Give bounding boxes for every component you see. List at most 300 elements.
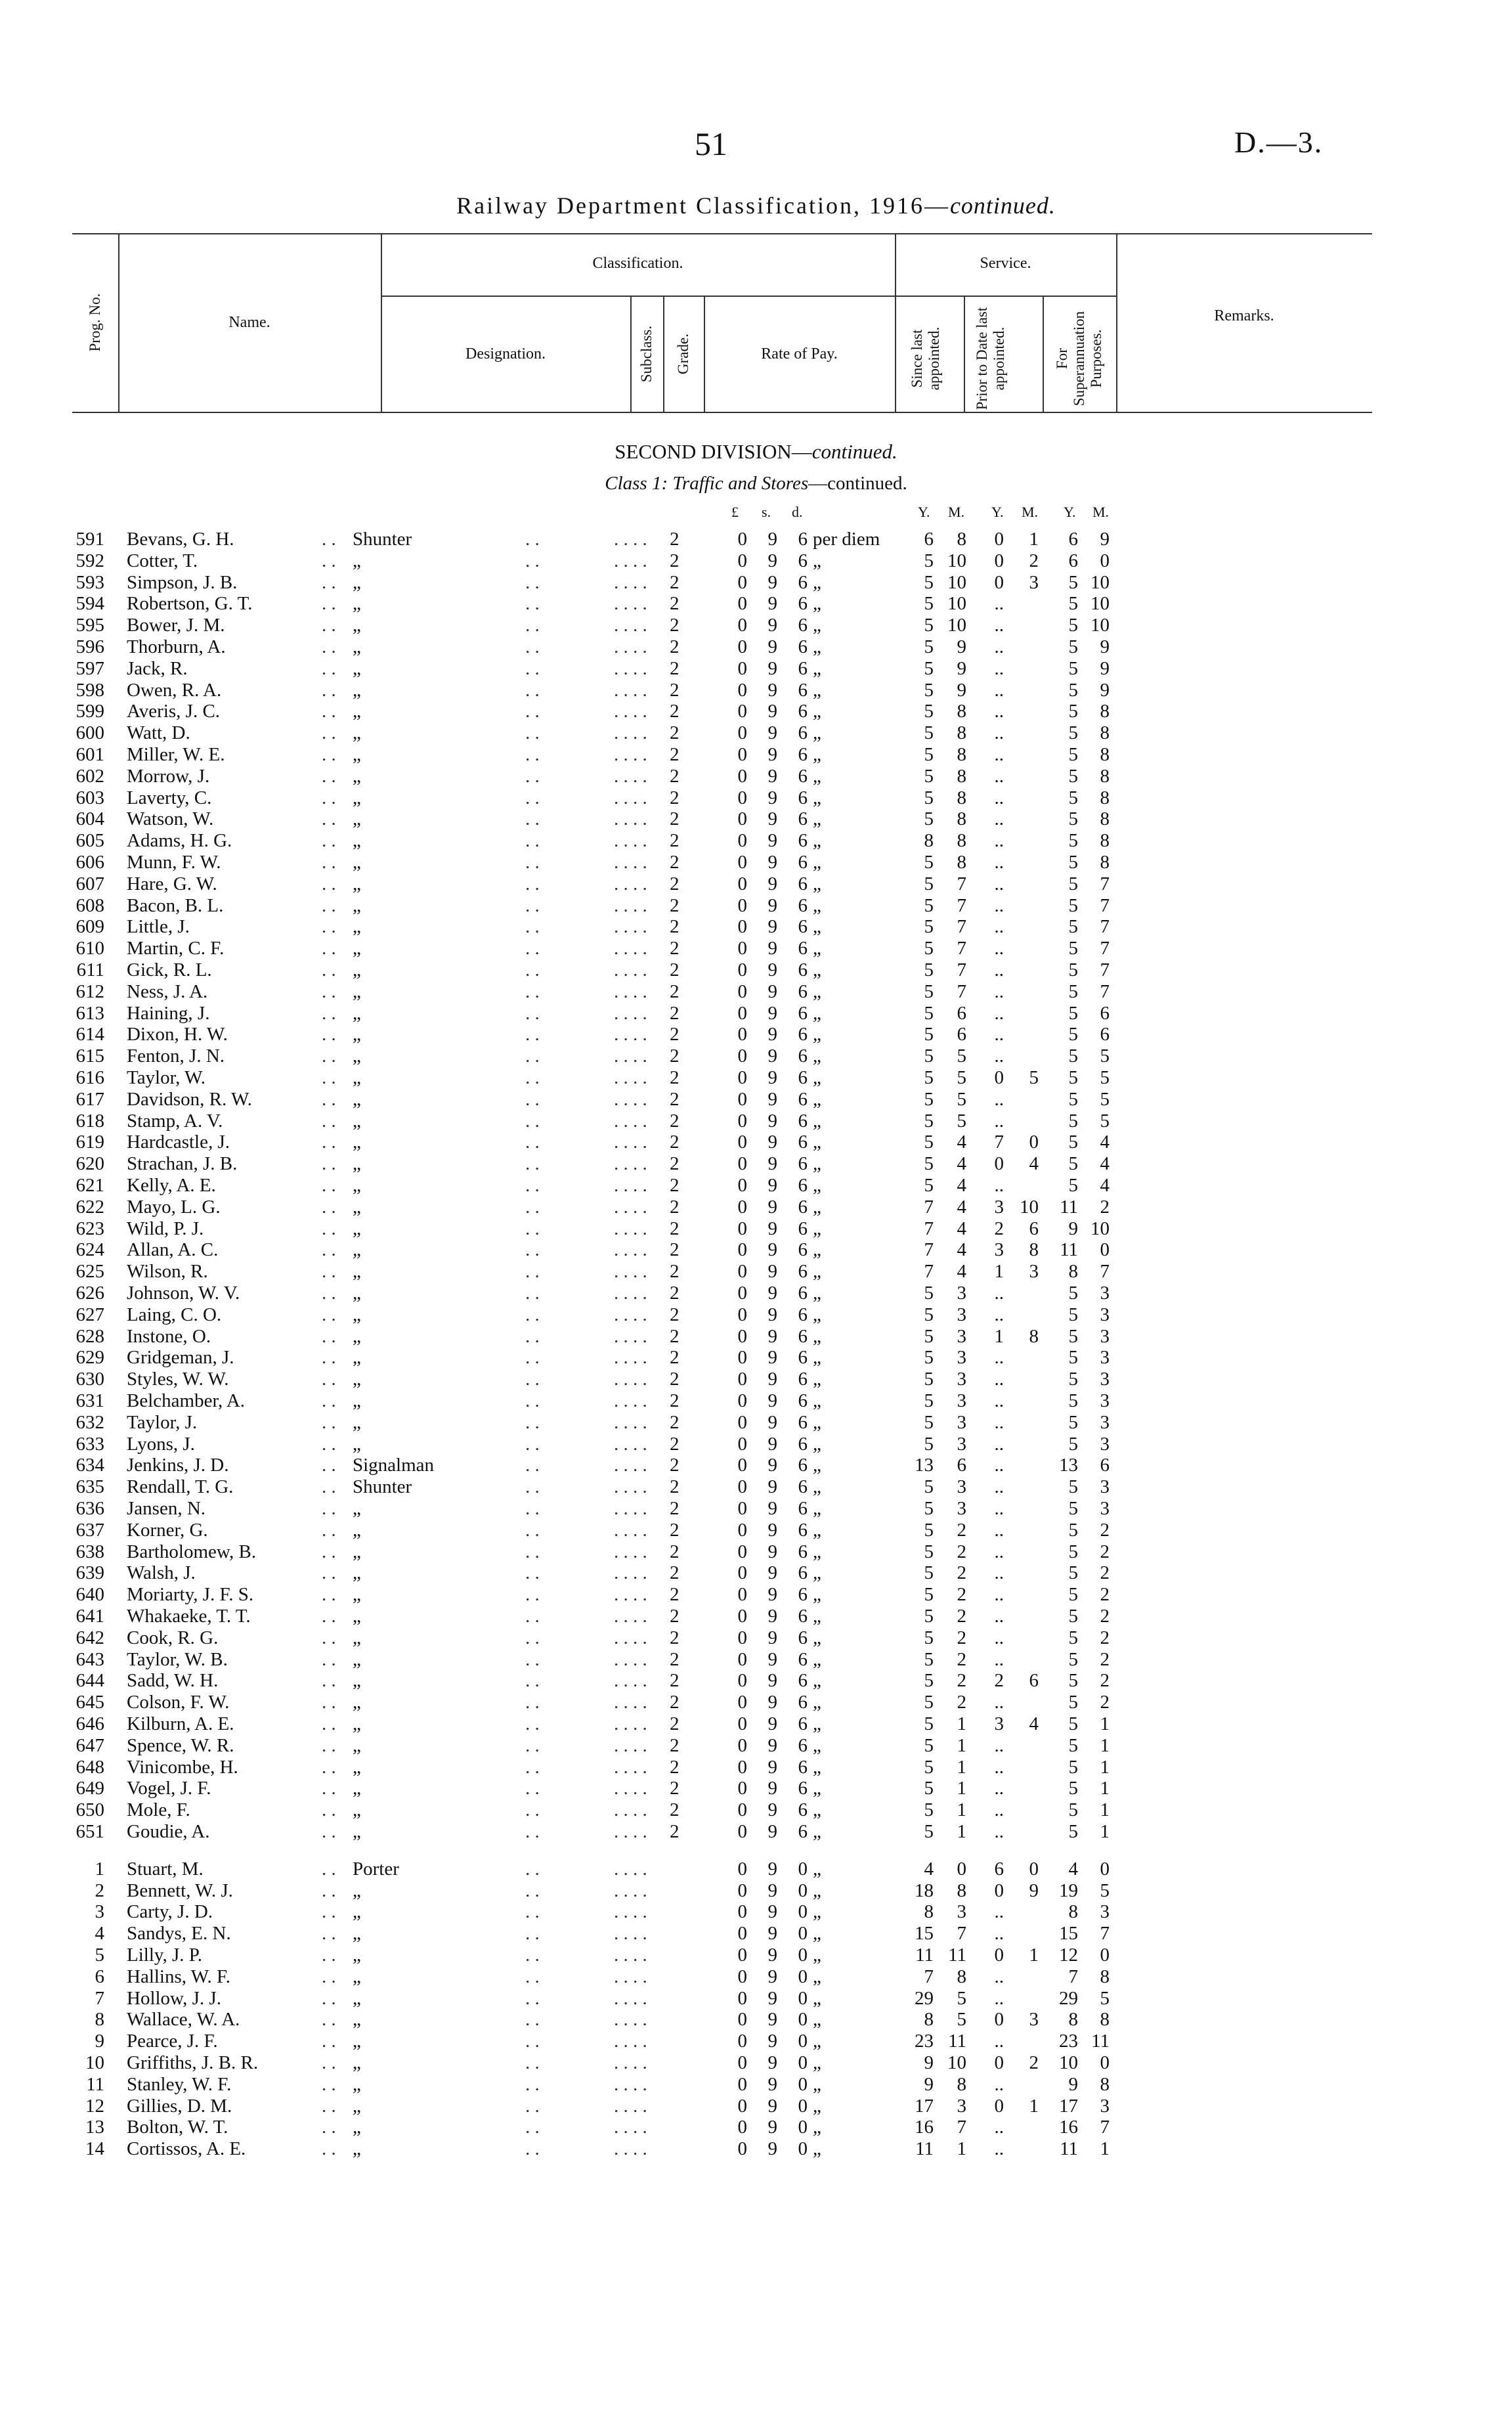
table-row: [0, 658, 1512, 680]
leader-dots: . .: [525, 1067, 540, 1088]
grade: 2: [670, 1584, 680, 1606]
prior-years: 2: [994, 1670, 1004, 1692]
division-continued: continued.: [811, 440, 897, 463]
header-subclass: Subclass.: [638, 325, 655, 383]
unit-pounds: £: [731, 504, 739, 520]
super-years: 5: [1068, 1778, 1078, 1799]
super-months: 5: [1100, 1110, 1110, 1132]
designation: „: [353, 1390, 361, 1411]
employee-name: Hollow, J. J.: [127, 1987, 221, 2009]
designation: „: [353, 1067, 361, 1088]
pay-pounds: 0: [737, 2031, 747, 2052]
super-months: 6: [1100, 1002, 1110, 1024]
pay-pounds: 0: [737, 1239, 747, 1261]
employee-name: Watt, D.: [127, 722, 190, 744]
super-months: 3: [1100, 1901, 1110, 1923]
prog-no: 10: [85, 2052, 104, 2073]
leader-dots: . .: [525, 1756, 540, 1778]
prior-years: 0: [994, 550, 1004, 571]
pay-pence: 6: [798, 1304, 808, 1325]
super-years: 5: [1068, 1648, 1078, 1670]
super-years: 5: [1068, 1670, 1078, 1692]
super-months: 1: [1100, 1778, 1110, 1799]
leader-dots: . . . .: [614, 894, 647, 916]
since-months: 10: [947, 615, 966, 636]
designation: „: [353, 571, 361, 593]
super-years: 5: [1068, 1756, 1078, 1778]
table-row: [0, 1799, 1512, 1821]
leader-dots: . .: [525, 787, 540, 808]
prog-no: 8: [95, 2009, 104, 2031]
leader-dots: . . . .: [614, 593, 647, 615]
prog-no: 642: [76, 1627, 104, 1648]
pay-period: „: [813, 1476, 821, 1498]
employee-name: Carty, J. D.: [127, 1901, 213, 1923]
prog-no: 626: [76, 1283, 104, 1304]
pay-pence: 6: [798, 980, 808, 1002]
pay-shillings: 9: [767, 1476, 777, 1498]
pay-pounds: 0: [737, 2073, 747, 2095]
super-months: 8: [1100, 2073, 1110, 2095]
employee-name: Pearce, J. F.: [127, 2031, 218, 2052]
leader-dots: . .: [525, 636, 540, 657]
designation: „: [353, 787, 361, 808]
leader-dots: . .: [525, 980, 540, 1002]
designation: „: [353, 1692, 361, 1713]
pay-pence: 6: [798, 1584, 808, 1606]
prog-no: 598: [76, 679, 104, 701]
employee-name: Kelly, A. E.: [127, 1175, 216, 1196]
designation: „: [353, 1821, 361, 1842]
employee-name: Munn, F. W.: [127, 852, 221, 873]
designation: „: [353, 916, 361, 938]
super-years: 11: [1060, 2138, 1078, 2160]
pay-period: „: [813, 1088, 821, 1110]
since-years: 5: [924, 1670, 934, 1692]
leader-dots: . .: [322, 1024, 336, 1045]
super-months: 7: [1100, 938, 1110, 959]
designation: „: [353, 1606, 361, 1627]
leader-dots: . .: [525, 1455, 540, 1476]
employee-name: Jansen, N.: [127, 1498, 206, 1519]
leader-dots: . .: [322, 593, 336, 615]
pay-period: „: [813, 1670, 821, 1692]
table-row: [0, 1859, 1512, 1880]
pay-pence: 6: [798, 1218, 808, 1239]
table-row: [0, 916, 1512, 938]
super-months: 7: [1100, 959, 1110, 980]
leader-dots: . . . .: [614, 1175, 647, 1196]
table-row: [0, 1966, 1512, 1988]
super-months: 8: [1100, 701, 1110, 722]
prog-no: 628: [76, 1325, 104, 1347]
prior-years: ..: [994, 1411, 1004, 1433]
prior-years: 0: [994, 1945, 1004, 1966]
since-months: 11: [948, 2031, 966, 2052]
pay-pounds: 0: [737, 1325, 747, 1347]
prior-years: ..: [994, 1110, 1004, 1132]
leader-dots: . .: [322, 1067, 336, 1088]
pay-shillings: 9: [767, 529, 777, 550]
since-months: 3: [957, 1901, 966, 1923]
leader-dots: . .: [525, 1283, 540, 1304]
division-heading: [0, 440, 1512, 464]
pay-shillings: 9: [767, 1110, 777, 1132]
prog-no: 4: [95, 1923, 104, 1945]
since-months: 2: [957, 1627, 966, 1648]
prog-no: 599: [76, 701, 104, 722]
leader-dots: . .: [322, 722, 336, 744]
leader-dots: . .: [322, 1325, 336, 1347]
prior-years: ..: [994, 1390, 1004, 1411]
grade: 2: [670, 1304, 680, 1325]
pay-period: „: [813, 873, 821, 894]
since-months: 2: [957, 1584, 966, 1606]
leader-dots: . .: [525, 2031, 540, 2052]
since-years: 11: [915, 2138, 934, 2160]
super-years: 5: [1068, 787, 1078, 808]
leader-dots: . . . .: [614, 1756, 647, 1778]
prog-no: 627: [76, 1304, 104, 1325]
since-months: 10: [947, 2052, 966, 2073]
header-prior-to-date: Prior to Date last appointed.: [974, 307, 1007, 410]
super-months: 3: [1100, 1433, 1110, 1455]
prior-years: 3: [994, 1196, 1004, 1218]
leader-dots: . . . .: [614, 1648, 647, 1670]
super-months: 3: [1100, 1476, 1110, 1498]
pay-pounds: 0: [737, 1901, 747, 1923]
since-years: 5: [924, 1778, 934, 1799]
pay-period: „: [813, 1541, 821, 1562]
grade: 2: [670, 959, 680, 980]
since-months: 9: [957, 679, 966, 701]
pay-pence: 6: [798, 1411, 808, 1433]
prog-no: 645: [76, 1692, 104, 1713]
leader-dots: . . . .: [614, 1987, 647, 2009]
leader-dots: . .: [525, 2073, 540, 2095]
since-months: 2: [957, 1692, 966, 1713]
designation: „: [353, 636, 361, 657]
leader-dots: . .: [525, 1858, 540, 1880]
leader-dots: . .: [525, 916, 540, 938]
super-months: 6: [1100, 1455, 1110, 1476]
grade: 2: [670, 1347, 680, 1369]
prog-no: 596: [76, 636, 104, 657]
super-months: 9: [1100, 657, 1110, 679]
leader-dots: . .: [322, 1153, 336, 1175]
prior-years: ..: [994, 1024, 1004, 1045]
pay-period: „: [813, 615, 821, 636]
since-months: 6: [957, 1455, 966, 1476]
designation: „: [353, 1304, 361, 1325]
prior-years: ..: [994, 873, 1004, 894]
pay-pounds: 0: [737, 636, 747, 657]
table-row: [0, 1584, 1512, 1606]
super-months: 10: [1091, 571, 1110, 593]
pay-period: „: [813, 959, 821, 980]
super-years: 5: [1068, 852, 1078, 873]
since-years: 5: [924, 787, 934, 808]
prior-years: 2: [994, 1218, 1004, 1239]
since-months: 3: [957, 1304, 966, 1325]
prior-months: 5: [1029, 1067, 1039, 1088]
header-since-last-appointed: Since last appointed.: [909, 326, 942, 391]
since-years: 5: [924, 1541, 934, 1562]
employee-name: Johnson, W. V.: [127, 1283, 240, 1304]
leader-dots: . .: [525, 873, 540, 894]
since-months: 4: [957, 1239, 966, 1261]
leader-dots: . .: [322, 744, 336, 765]
employee-name: Griffiths, J. B. R.: [127, 2052, 259, 2073]
leader-dots: . .: [322, 529, 336, 550]
table-row: [0, 1132, 1512, 1153]
leader-dots: . .: [525, 615, 540, 636]
since-years: 8: [924, 830, 934, 852]
employee-name: Bartholomew, B.: [127, 1541, 257, 1562]
designation: „: [353, 1261, 361, 1283]
designation: „: [353, 852, 361, 873]
pay-pence: 6: [798, 1261, 808, 1283]
designation: „: [353, 701, 361, 722]
prog-no: 633: [76, 1433, 104, 1455]
leader-dots: . . . .: [614, 830, 647, 852]
employee-name: Bower, J. M.: [127, 615, 225, 636]
leader-dots: . . . .: [614, 808, 647, 830]
leader-dots: . .: [525, 1584, 540, 1606]
designation: „: [353, 679, 361, 701]
table-row: [0, 1520, 1512, 1541]
header-classification: Classification.: [592, 255, 683, 272]
table-row: [0, 852, 1512, 873]
pay-pounds: 0: [737, 1880, 747, 1901]
pay-pounds: 0: [737, 1670, 747, 1692]
pay-pounds: 0: [737, 701, 747, 722]
header-rate-of-pay: Rate of Pay.: [761, 345, 838, 363]
super-months: 1: [1100, 1821, 1110, 1842]
prior-months: 2: [1029, 550, 1039, 571]
pay-shillings: 9: [767, 1239, 777, 1261]
super-months: 0: [1100, 1858, 1110, 1880]
super-years: 4: [1068, 1858, 1078, 1880]
grade: 2: [670, 1562, 680, 1584]
leader-dots: . .: [525, 830, 540, 852]
pay-pounds: 0: [737, 787, 747, 808]
prior-years: ..: [994, 679, 1004, 701]
prior-months: 3: [1029, 2009, 1039, 2031]
since-years: 5: [924, 636, 934, 657]
pay-pounds: 0: [737, 1110, 747, 1132]
super-years: 10: [1059, 2052, 1078, 2073]
table-row: [0, 959, 1512, 981]
since-years: 18: [915, 1880, 934, 1901]
table-row: [0, 1923, 1512, 1945]
designation: „: [353, 1734, 361, 1756]
super-months: 5: [1100, 1045, 1110, 1067]
grade: 2: [670, 765, 680, 787]
super-months: 7: [1100, 894, 1110, 916]
leader-dots: . .: [322, 2138, 336, 2160]
pay-pence: 6: [798, 1153, 808, 1175]
pay-period: „: [813, 1325, 821, 1347]
grade: 2: [670, 1283, 680, 1304]
prior-years: ..: [994, 1562, 1004, 1584]
table-row: [0, 1261, 1512, 1283]
pay-shillings: 9: [767, 1261, 777, 1283]
pay-pounds: 0: [737, 916, 747, 938]
leader-dots: . . . .: [614, 1045, 647, 1067]
pay-pounds: 0: [737, 1433, 747, 1455]
unit-months: M.: [1092, 504, 1110, 520]
super-years: 5: [1068, 959, 1078, 980]
since-years: 5: [924, 615, 934, 636]
super-months: 1: [1100, 1756, 1110, 1778]
leader-dots: . .: [322, 830, 336, 852]
grade: 2: [670, 550, 680, 571]
since-years: 5: [924, 1347, 934, 1369]
pay-shillings: 9: [767, 2073, 777, 2095]
class-prefix: Class 1:: [605, 473, 668, 494]
pay-pounds: 0: [737, 808, 747, 830]
pay-period: „: [813, 808, 821, 830]
leader-dots: . .: [322, 1347, 336, 1369]
employee-name: Stanley, W. F.: [127, 2073, 232, 2095]
pay-period: „: [813, 1945, 821, 1966]
table-row: [0, 529, 1512, 550]
super-years: 5: [1068, 830, 1078, 852]
since-months: 3: [957, 2095, 966, 2117]
leader-dots: . .: [322, 1045, 336, 1067]
prior-months: 6: [1029, 1670, 1039, 1692]
since-years: 5: [924, 980, 934, 1002]
prog-no: 643: [76, 1648, 104, 1670]
pay-pounds: 0: [737, 1153, 747, 1175]
since-years: 5: [924, 1498, 934, 1519]
super-months: 7: [1100, 916, 1110, 938]
since-months: 3: [957, 1325, 966, 1347]
pay-pounds: 0: [737, 1347, 747, 1369]
since-months: 2: [957, 1562, 966, 1584]
since-months: 8: [957, 852, 966, 873]
grade: 2: [670, 657, 680, 679]
designation: „: [353, 938, 361, 959]
prog-no: 606: [76, 852, 104, 873]
since-years: 5: [924, 657, 934, 679]
grade: 2: [670, 1132, 680, 1153]
super-months: 3: [1100, 1498, 1110, 1519]
leader-dots: . .: [525, 1024, 540, 1045]
since-months: 4: [957, 1153, 966, 1175]
super-months: 0: [1100, 2052, 1110, 2073]
leader-dots: . . . .: [614, 657, 647, 679]
super-years: 5: [1068, 722, 1078, 744]
table-row: [0, 1347, 1512, 1369]
pay-pence: 0: [798, 2095, 808, 2117]
pay-shillings: 9: [767, 593, 777, 615]
employee-name: Belchamber, A.: [127, 1390, 246, 1411]
prog-no: 13: [85, 2117, 104, 2138]
grade: 2: [670, 1670, 680, 1692]
table-row: [0, 1498, 1512, 1520]
leader-dots: . .: [322, 2117, 336, 2138]
pay-pence: 6: [798, 593, 808, 615]
pay-shillings: 9: [767, 1067, 777, 1088]
employee-name: Hardcastle, J.: [127, 1132, 230, 1153]
super-years: 23: [1059, 2031, 1078, 2052]
leader-dots: . . . .: [614, 1713, 647, 1734]
leader-dots: . .: [525, 1778, 540, 1799]
leader-dots: . . . .: [614, 744, 647, 765]
leader-dots: . .: [322, 679, 336, 701]
pay-period: „: [813, 938, 821, 959]
prior-years: ..: [994, 1734, 1004, 1756]
grade: 2: [670, 636, 680, 657]
pay-pounds: 0: [737, 1304, 747, 1325]
leader-dots: . .: [322, 1196, 336, 1218]
prior-months: 1: [1029, 1945, 1039, 1966]
super-years: 5: [1068, 636, 1078, 657]
designation: „: [353, 1648, 361, 1670]
pay-pence: 6: [798, 550, 808, 571]
pay-period: „: [813, 1347, 821, 1369]
super-months: 8: [1100, 765, 1110, 787]
since-years: 5: [924, 1648, 934, 1670]
since-years: 5: [924, 1584, 934, 1606]
prior-years: ..: [994, 1541, 1004, 1562]
grade: 2: [670, 722, 680, 744]
leader-dots: . .: [525, 1153, 540, 1175]
prog-no: 648: [76, 1756, 104, 1778]
grade: 2: [670, 615, 680, 636]
employee-name: Sandys, E. N.: [127, 1923, 231, 1945]
unit-pence: d.: [792, 504, 803, 520]
table-row: [0, 1197, 1512, 1218]
table-row: [0, 1089, 1512, 1111]
unit-months: M.: [948, 504, 965, 520]
prog-no: 609: [76, 916, 104, 938]
leader-dots: . . . .: [614, 938, 647, 959]
since-years: 5: [924, 1045, 934, 1067]
since-years: 5: [924, 938, 934, 959]
leader-dots: . . . .: [614, 1433, 647, 1455]
prior-years: 6: [994, 1858, 1004, 1880]
super-years: 5: [1068, 1476, 1078, 1498]
designation: „: [353, 1110, 361, 1132]
employee-name: Adams, H. G.: [127, 830, 232, 852]
grade: 2: [670, 1433, 680, 1455]
leader-dots: . . . .: [614, 787, 647, 808]
super-years: 19: [1059, 1880, 1078, 1901]
leader-dots: . .: [525, 938, 540, 959]
since-years: 9: [924, 2052, 934, 2073]
leader-dots: . . . .: [614, 1110, 647, 1132]
leader-dots: . . . .: [614, 571, 647, 593]
leader-dots: . .: [525, 1175, 540, 1196]
since-years: 7: [924, 1218, 934, 1239]
since-years: 5: [924, 1369, 934, 1390]
leader-dots: . .: [525, 657, 540, 679]
prior-years: ..: [994, 615, 1004, 636]
leader-dots: . .: [525, 1476, 540, 1498]
grade: 2: [670, 1390, 680, 1411]
prog-no: 639: [76, 1562, 104, 1584]
super-months: 1: [1100, 1734, 1110, 1756]
leader-dots: . .: [525, 1692, 540, 1713]
leader-dots: . .: [322, 1390, 336, 1411]
designation: „: [353, 1498, 361, 1519]
super-months: 7: [1100, 2117, 1110, 2138]
pay-pence: 6: [798, 1627, 808, 1648]
leader-dots: . .: [525, 1713, 540, 1734]
